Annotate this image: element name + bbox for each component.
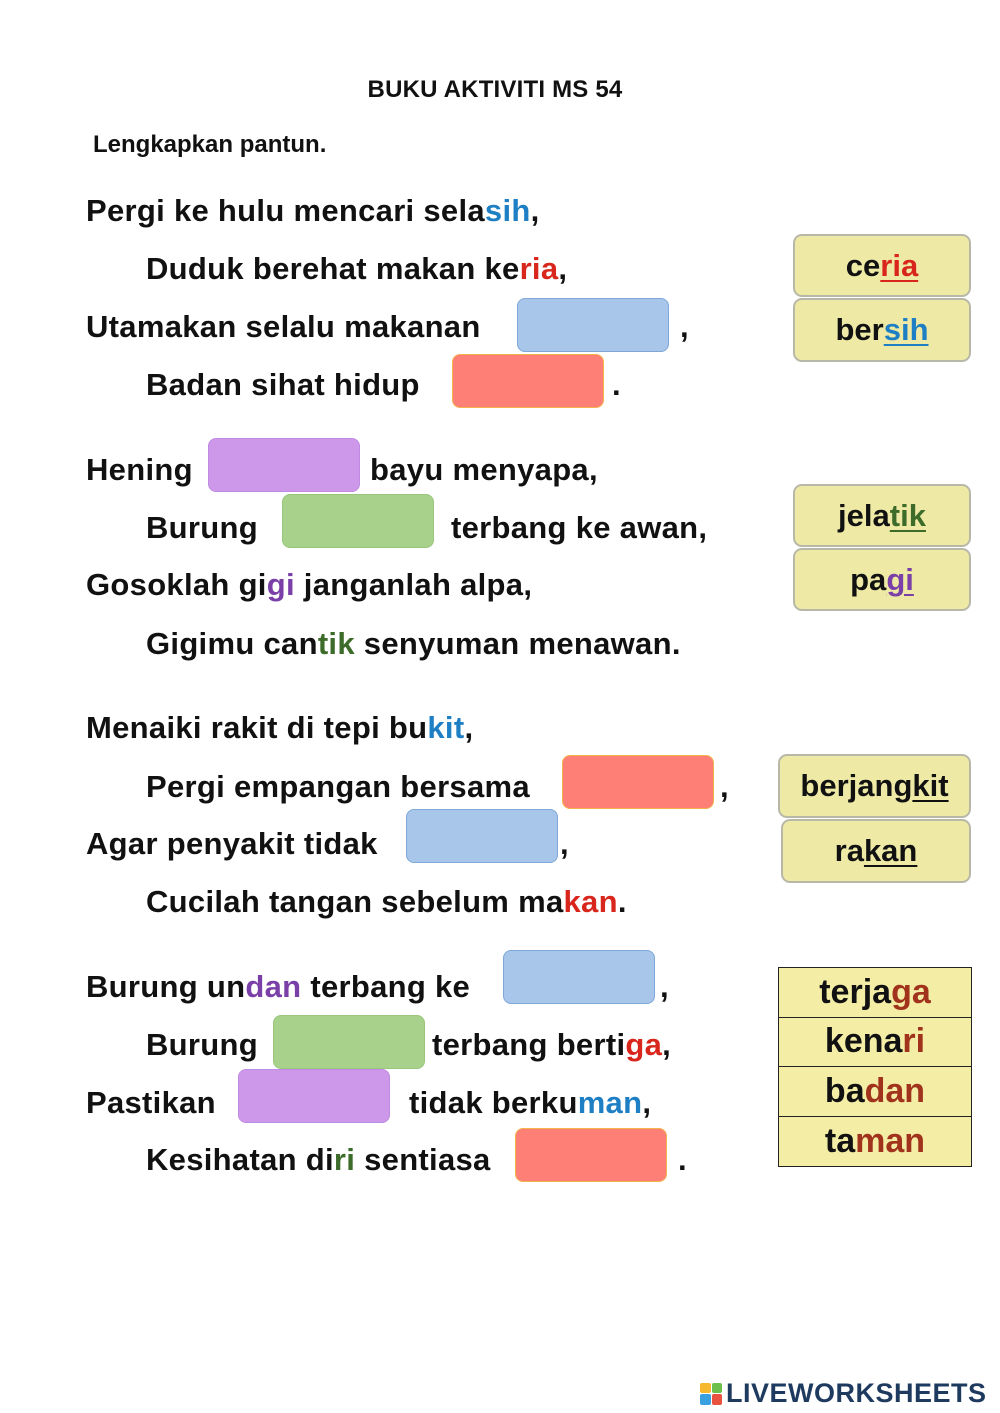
pantun2-line3-rest: janganlah alpa, <box>294 567 533 602</box>
pantun3-line3-punct: , <box>560 826 569 861</box>
option-cell-terjaga[interactable] <box>779 968 971 1018</box>
pantun3-line1 <box>86 710 473 746</box>
pantun1-line3-text: Utamakan selalu makanan <box>86 309 481 344</box>
pantun4-line4-text: Kesihatan di <box>146 1142 334 1177</box>
pantun3-line2-punct: , <box>720 769 729 804</box>
pantun4-line4-punct: . <box>678 1142 687 1177</box>
pantun2-line3-text: Gosoklah gi <box>86 567 267 602</box>
option-cell-kenari[interactable] <box>779 1018 971 1068</box>
pantun4-line1 <box>86 969 470 1005</box>
pantun2-line4-rest: senyuman menawan. <box>354 626 681 661</box>
option-cell-taman-suffix: man <box>855 1121 926 1160</box>
pantun1-line4-text: Badan sihat hidup <box>146 367 420 402</box>
option-chip-jelatik-suffix: tik <box>889 497 926 533</box>
pantun4-line2-rhyme: ga <box>625 1027 663 1062</box>
pantun4-line3-start: Pastikan <box>86 1085 216 1120</box>
pantun4-line2-end <box>432 1027 671 1063</box>
option-chip-ceria[interactable] <box>793 234 971 297</box>
pantun2-line1-end: bayu menyapa, <box>370 452 598 487</box>
option-chip-berjangkit-prefix: berjang <box>800 768 913 803</box>
pantun4-line1-rhyme: dan <box>245 969 302 1004</box>
pantun1-line3 <box>86 309 481 345</box>
pantun4-line1-rest: terbang ke <box>301 969 471 1004</box>
option-chip-bersih-suffix: sih <box>883 312 929 347</box>
instruction-text: Lengkapkan pantun. <box>93 131 327 158</box>
pantun4-line2-punct: , <box>662 1027 672 1062</box>
option-chip-pagi-prefix: pa <box>850 561 887 597</box>
pantun2-line4 <box>146 626 681 662</box>
pantun3-line1-rhyme: kit <box>427 710 465 745</box>
option-chip-bersih-prefix: ber <box>835 312 884 347</box>
pantun3-line3-start: Agar penyakit tidak <box>86 826 378 861</box>
pantun4-line4 <box>146 1142 491 1178</box>
option-cell-terjaga-suffix: ga <box>891 972 931 1011</box>
answer-blank-2-2[interactable] <box>282 494 434 548</box>
pantun3-line4-text: Cucilah tangan sebelum ma <box>146 884 564 919</box>
answer-blank-3-3[interactable] <box>406 809 558 863</box>
pantun2-line4-text: Gigimu can <box>146 626 318 661</box>
pantun4-line3-punct: , <box>642 1085 652 1120</box>
option-cell-badan-suffix: dan <box>864 1071 926 1110</box>
pantun4-line1-text: Burung un <box>86 969 246 1004</box>
pantun4-line2-text: terbang berti <box>432 1027 626 1062</box>
pantun3-line2-start: Pergi empangan bersama <box>146 769 530 804</box>
pantun2-line1-start: Hening <box>86 452 193 487</box>
pantun4-line3-end <box>409 1085 651 1121</box>
pantun1-line1-punct: , <box>530 193 540 228</box>
option-chip-rakan[interactable] <box>781 819 971 883</box>
pantun1-line2 <box>146 251 567 287</box>
answer-blank-1-4[interactable] <box>452 354 604 408</box>
pantun3-line1-text: Menaiki rakit di tepi bu <box>86 710 428 745</box>
option-chip-berjangkit[interactable] <box>778 754 971 818</box>
option-cell-taman[interactable] <box>779 1117 971 1167</box>
pantun3-line4-rhyme: kan <box>563 884 618 919</box>
pantun1-line1-rhyme: sih <box>484 193 531 228</box>
option-chip-pagi[interactable] <box>793 548 971 611</box>
option-chip-pagi-suffix: gi <box>886 561 914 597</box>
pantun4-line4-rest: sentiasa <box>355 1142 491 1177</box>
answer-blank-1-3[interactable] <box>517 298 669 352</box>
pantun2-line3-rhyme: gi <box>266 567 295 602</box>
pantun1-line4 <box>146 367 420 403</box>
worksheet-title: BUKU AKTIVITI MS 54 <box>367 76 623 103</box>
option-chip-bersih[interactable] <box>793 298 971 362</box>
pantun1-line2-punct: , <box>558 251 568 286</box>
pantun3-line4 <box>146 884 627 920</box>
pantun3-line4-punct: . <box>617 884 627 919</box>
answer-blank-4-3[interactable] <box>238 1069 390 1123</box>
pantun4-line1-punct: , <box>660 969 669 1004</box>
pantun2-line2-start: Burung <box>146 510 258 545</box>
pantun2-line3 <box>86 567 532 603</box>
option-chip-berjangkit-suffix: kit <box>912 768 949 803</box>
answer-blank-4-1[interactable] <box>503 950 655 1004</box>
option-chip-jelatik[interactable] <box>793 484 971 547</box>
option-chip-ceria-suffix: ria <box>880 247 919 283</box>
pantun3-line1-punct: , <box>464 710 474 745</box>
option-cell-kenari-prefix: kena <box>824 1022 903 1061</box>
pantun1-line2-text: Duduk berehat makan ke <box>146 251 520 286</box>
pantun4-line4-rhyme: ri <box>333 1142 356 1177</box>
liveworksheets-logo <box>700 1378 987 1409</box>
answer-blank-4-4[interactable] <box>515 1128 667 1182</box>
option-cell-taman-prefix: ta <box>824 1121 856 1160</box>
option-chip-rakan-suffix: kan <box>863 833 918 868</box>
option-chip-rakan-prefix: ra <box>834 833 864 868</box>
answer-blank-3-2[interactable] <box>562 755 714 809</box>
option-chip-jelatik-prefix: jela <box>838 497 890 533</box>
pantun1-line3-punct: , <box>680 309 689 344</box>
answer-blank-2-1[interactable] <box>208 438 360 492</box>
pantun1-line1-text: Pergi ke hulu mencari sela <box>86 193 485 228</box>
liveworksheets-brand: LIVEWORKSHEETS <box>726 1378 987 1408</box>
option-cell-terjaga-prefix: terja <box>819 972 892 1011</box>
option-cell-badan[interactable] <box>779 1067 971 1117</box>
liveworksheets-logo-icon <box>700 1383 722 1405</box>
word-options-table <box>778 967 972 1167</box>
pantun2-line2-end: terbang ke awan, <box>451 510 708 545</box>
pantun2-line4-rhyme: tik <box>317 626 355 661</box>
pantun1-line4-punct: . <box>612 367 621 402</box>
answer-blank-4-2[interactable] <box>273 1015 425 1069</box>
pantun4-line3-rhyme: man <box>577 1085 643 1120</box>
option-cell-badan-prefix: ba <box>824 1071 865 1110</box>
pantun4-line2-start: Burung <box>146 1027 258 1062</box>
pantun1-line2-rhyme: ria <box>519 251 559 286</box>
pantun4-line3-text: tidak berku <box>409 1085 578 1120</box>
option-cell-kenari-suffix: ri <box>902 1022 926 1061</box>
pantun1-line1 <box>86 193 540 229</box>
option-chip-ceria-prefix: ce <box>845 247 881 283</box>
